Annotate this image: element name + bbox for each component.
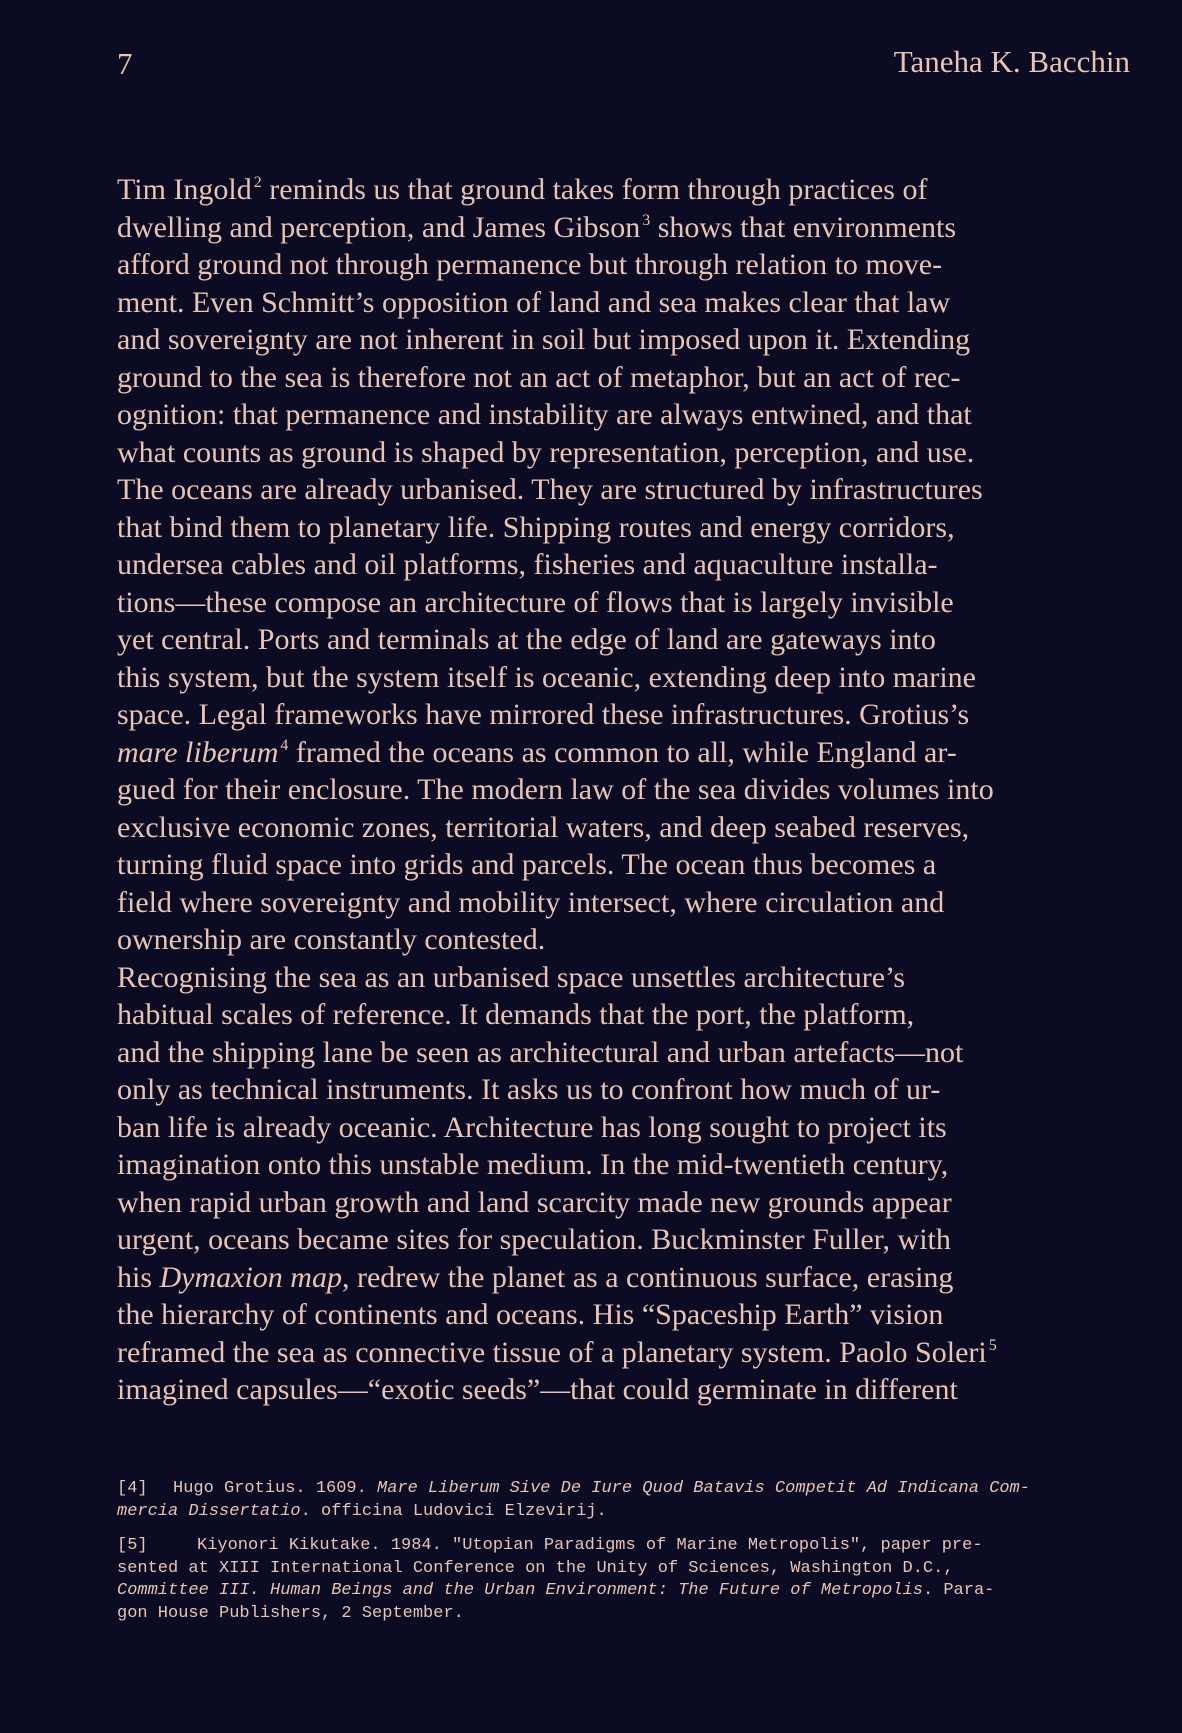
footnote-reference: 5 [988, 1336, 997, 1354]
text-run: ground to the sea is therefore not an act of metaphor, but an act of rec- [117, 360, 961, 394]
body-line [117, 396, 1137, 434]
body-line [117, 921, 1137, 959]
text-run: tions—these compose an architecture of flows that is largely invisible [117, 585, 954, 619]
text-run: . Para- [922, 1581, 995, 1600]
text-run: exclusive economic zones, territorial waters, and deep seabed reserves, [117, 810, 970, 844]
text-run: ban life is already oceanic. Architecture has long sought to project its [117, 1110, 947, 1144]
text-run: undersea cables and oil platforms, fisheries and aquaculture installa- [117, 548, 938, 581]
body-line [117, 1146, 1137, 1184]
italic-text: Committee III. Human Beings and the Urban Environment: The Future of Metropolis [117, 1581, 923, 1600]
body-line [117, 1296, 1137, 1334]
text-run: shows that environments [650, 210, 957, 244]
text-run: field where sovereignty and mobility intersect, where circulation and [117, 885, 945, 919]
footnote [117, 1535, 1137, 1625]
body-line [117, 1371, 1137, 1409]
body-line [117, 734, 1137, 772]
text-run: reminds us that ground takes form through practices of [261, 173, 928, 206]
body-line [117, 1184, 1137, 1222]
running-header-author: Taneha K. Bacchin [893, 44, 1130, 79]
text-run: gued for their enclosure. The modern law of the sea divides volumes into [117, 773, 994, 806]
page-number: 7 [117, 46, 133, 81]
text-run: urgent, oceans became sites for speculation. Buckminster Fuller, with [117, 1223, 951, 1256]
body-line [117, 546, 1137, 584]
body-line [117, 659, 1137, 697]
text-run: and sovereignty are not inherent in soil but imposed upon it. Extending [117, 323, 971, 356]
body-line [117, 771, 1137, 809]
body-text [117, 171, 1137, 1409]
footnote-line [117, 1558, 1137, 1581]
text-run: Hugo Grotius. 1609. [173, 1479, 378, 1498]
text-run: Recognising the sea as an urbanised space unsettles architecture’s [117, 960, 906, 994]
footnote-reference: 4 [280, 736, 289, 754]
footnote-number: [5] [117, 1536, 148, 1555]
footnote-line [117, 1580, 1137, 1603]
text-run: ognition: that permanence and instability are always entwined, and that [117, 398, 972, 431]
text-run: ownership are constantly contested. [117, 923, 546, 956]
body-line [117, 809, 1137, 847]
italic-text: mare liberum [117, 735, 279, 769]
text-run: his [117, 1260, 160, 1294]
text-run: . officina Ludovici Elzevirij. [300, 1501, 607, 1521]
text-run: habitual scales of reference. It demands that the port, the platform, [117, 998, 915, 1031]
footnote-number: [4] [117, 1479, 148, 1498]
text-run: this system, but the system itself is oceanic, extending deep into marine [117, 660, 976, 694]
body-line [117, 996, 1137, 1034]
text-run: Kiyonori Kikutake. 1984. "Utopian Paradigms of Marine Metropolis", paper pre- [197, 1536, 983, 1555]
footnote-line [117, 1603, 1137, 1626]
body-line [117, 1334, 1137, 1372]
body-line [117, 209, 1137, 247]
text-run: framed the oceans as common to all, while England ar- [288, 735, 957, 769]
italic-text: Mare Liberum Sive De Iure Quod Batavis Competit Ad Indicana Com- [377, 1479, 1030, 1498]
text-run: the hierarchy of continents and oceans. His “Spaceship Earth” vision [117, 1298, 944, 1331]
text-run: and the shipping lane be seen as architectural and urban artefacts—not [117, 1035, 964, 1069]
body-line [117, 284, 1137, 322]
body-line [117, 434, 1137, 472]
body-line [117, 584, 1137, 622]
footnote-line [117, 1501, 1137, 1524]
body-line [117, 509, 1137, 547]
text-run: what counts as ground is shaped by representation, perception, and use. [117, 435, 975, 469]
text-run: only as technical instruments. It asks us to confront how much of ur- [117, 1073, 941, 1106]
body-line [117, 884, 1137, 922]
body-line [117, 959, 1137, 997]
body-line [117, 321, 1137, 359]
footnote-reference: 2 [253, 174, 262, 191]
body-line [117, 246, 1137, 284]
footnote-line [117, 1478, 1137, 1501]
text-run: afford ground not through permanence but through relation to move- [117, 248, 943, 281]
body-line [117, 1034, 1137, 1072]
body-line [117, 1221, 1137, 1259]
footnotes [117, 1478, 1137, 1637]
body-line [117, 1109, 1137, 1147]
body-line [117, 846, 1137, 884]
body-line [117, 621, 1137, 659]
text-run: imagined capsules—“exotic seeds”—that could germinate in different [117, 1373, 958, 1406]
text-run: gon House Publishers, 2 September. [117, 1603, 464, 1623]
text-run: dwelling and perception, and James Gibson [117, 210, 641, 244]
footnote-line [117, 1535, 1137, 1558]
text-run: that bind them to planetary life. Shipping routes and energy corridors, [117, 510, 955, 544]
italic-text: Dymaxion map [159, 1260, 342, 1294]
footnote [117, 1478, 1137, 1523]
body-line [117, 1071, 1137, 1109]
text-run: sented at XIII International Conference on the Unity of Sciences, Washington D.C., [117, 1558, 954, 1578]
text-run: , redrew the planet as a continuous surface, erasing [341, 1260, 954, 1294]
text-run: turning fluid space into grids and parcels. The ocean thus becomes a [117, 848, 937, 881]
text-run: space. Legal frameworks have mirrored these infrastructures. Grotius’s [117, 698, 970, 731]
text-run: The oceans are already urbanised. They are structured by infrastructures [117, 473, 983, 506]
text-run: Tim Ingold [117, 173, 252, 206]
text-run: ment. Even Schmitt’s opposition of land and sea makes clear that law [117, 285, 951, 319]
body-line [117, 696, 1137, 734]
text-run: when rapid urban growth and land scarcity made new grounds appear [117, 1185, 952, 1219]
text-run: imagination onto this unstable medium. In the mid-twentieth century, [117, 1148, 949, 1181]
body-line [117, 1259, 1137, 1297]
text-run: reframed the sea as connective tissue of a planetary system. Paolo Soleri [117, 1335, 987, 1369]
footnote-reference: 3 [642, 211, 651, 229]
italic-text: mercia Dissertatio [117, 1501, 301, 1521]
body-line [117, 359, 1137, 397]
body-line [117, 471, 1137, 509]
body-line [117, 171, 1137, 209]
text-run: yet central. Ports and terminals at the edge of land are gateways into [117, 623, 936, 656]
